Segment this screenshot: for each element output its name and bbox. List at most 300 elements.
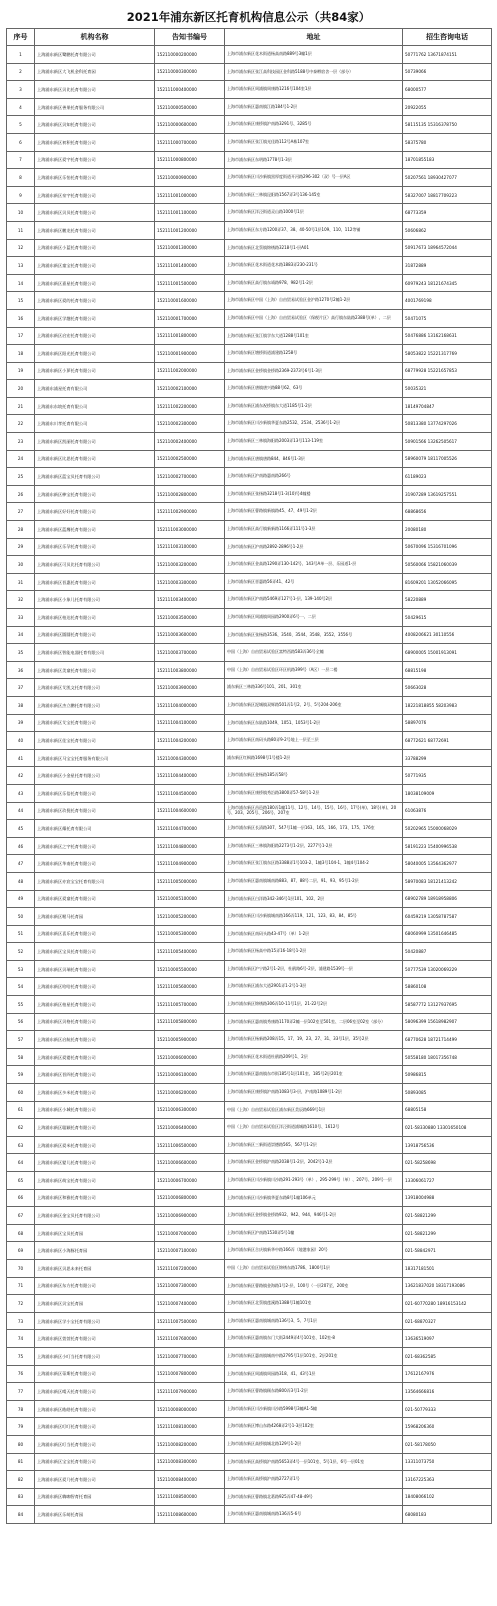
cell-name: 上海浦东东坡托育有限公司 bbox=[35, 397, 155, 415]
cell-name: 上海浦东新区棒宝托育有限公司 bbox=[35, 485, 155, 503]
cell-code: 152110007000000 bbox=[155, 1224, 225, 1242]
cell-index: 79 bbox=[7, 1418, 35, 1436]
table-row bbox=[7, 556, 492, 574]
cell-address: 上海市浦东新区惠南镇东门大街2449弄4号101室、102室-8 bbox=[225, 1330, 403, 1348]
cell-phone: 50739066 bbox=[403, 63, 492, 81]
cell-phone: 50663028 bbox=[403, 679, 492, 697]
cell-name: 上海浦东新区晴天托育有限公司 bbox=[35, 1383, 155, 1401]
cell-address: 上海市浦东新区张杨路3536、3540、3544、3548、3552、3556号 bbox=[225, 626, 403, 644]
cell-address: 上海市浦东新区张江镇东区路3388弄1号103-2、1幢3号104-1、1幢4号104-2 bbox=[225, 855, 403, 873]
cell-phone: 50476886 13162168631 bbox=[403, 327, 492, 345]
cell-address: 上海市浦东新区惠南镇东市街185号1层101室、185号2层201室 bbox=[225, 1066, 403, 1084]
cell-index: 38 bbox=[7, 696, 35, 714]
cell-address: 上海市浦东新区杨高中路15弄16-18号1-2层 bbox=[225, 943, 403, 961]
cell-address: 上海市浦东新区曹路镇顾东路800弄3号1-2层 bbox=[225, 1383, 403, 1401]
table-row bbox=[7, 855, 492, 873]
cell-index: 22 bbox=[7, 415, 35, 433]
table-row bbox=[7, 81, 492, 99]
cell-index: 20 bbox=[7, 380, 35, 398]
table-row bbox=[7, 1312, 492, 1330]
cell-address: 上海市浦东新区康桥镇沪南路3291号、3285号 bbox=[225, 116, 403, 134]
cell-name: 上海浦东新区可贝比托育有限公司 bbox=[35, 556, 155, 574]
cell-address: 上海市浦东新区锦绣路306弄10-11号1层、21-22号2层 bbox=[225, 996, 403, 1014]
cell-code: 152110005500000 bbox=[155, 960, 225, 978]
cell-phone: 58053822 15221317769 bbox=[403, 345, 492, 363]
cell-code: 152110006700000 bbox=[155, 1172, 225, 1190]
cell-index: 55 bbox=[7, 996, 35, 1014]
cell-address: 上海市浦东新区三新街道崇德路565、567号1-2层 bbox=[225, 1136, 403, 1154]
cell-code: 152110000900000 bbox=[155, 169, 225, 187]
cell-phone: 81609201 13052066095 bbox=[403, 573, 492, 591]
header-index: 序号 bbox=[7, 29, 35, 46]
cell-address: 上海市浦东新区金桥镇金桥路2369-2373号6号1-3层 bbox=[225, 362, 403, 380]
table-row bbox=[7, 978, 492, 996]
cell-code: 152111004600000 bbox=[155, 802, 225, 820]
cell-phone: 68000577 bbox=[403, 81, 492, 99]
cell-phone: 50429615 bbox=[403, 609, 492, 627]
cell-code: 152110006100000 bbox=[155, 1066, 225, 1084]
cell-phone: 68773359 bbox=[403, 204, 492, 222]
cell-address: 中国（上海）自由贸易试验区富特西路583弄36号全幢 bbox=[225, 644, 403, 662]
cell-phone: 68779928 15221657853 bbox=[403, 362, 492, 380]
cell-phone: 68770628 18721714499 bbox=[403, 1031, 492, 1049]
cell-index: 84 bbox=[7, 1506, 35, 1524]
cell-name: 上海浦东新区小蓝托育有限公司 bbox=[35, 239, 155, 257]
cell-address: 上海市浦东新区花木街道花木路1883弄230-231号 bbox=[225, 257, 403, 275]
cell-index: 65 bbox=[7, 1172, 35, 1190]
cell-address: 上海市浦东新区惠南镇江路184号1-2层 bbox=[225, 98, 403, 116]
cell-code: 152110001900000 bbox=[155, 345, 225, 363]
cell-index: 28 bbox=[7, 521, 35, 539]
cell-name: 上海浦东新区佳宝托育有限公司 bbox=[35, 732, 155, 750]
cell-index: 72 bbox=[7, 1295, 35, 1313]
cell-phone: 58220889 bbox=[403, 591, 492, 609]
cell-name: 上海浦东新区晋惠托育有限公司 bbox=[35, 573, 155, 591]
cell-name: 上海浦东新区爱米托育有限公司 bbox=[35, 1136, 155, 1154]
cell-code: 152111003000000 bbox=[155, 521, 225, 539]
cell-index: 53 bbox=[7, 960, 35, 978]
cell-name: 上海浦东新区小叮当托育有限公司 bbox=[35, 1347, 155, 1365]
cell-address: 上海市浦东新区三林镇昆阳路1567弄3号136-145室 bbox=[225, 186, 403, 204]
cell-index: 67 bbox=[7, 1207, 35, 1225]
cell-address: 上海市浦东新区杨新路208弄15、17、19、23、27、31、33号1层、35号2层 bbox=[225, 1031, 403, 1049]
cell-name: 上海浦东新区喜乐托育有限公司 bbox=[35, 925, 155, 943]
table-row bbox=[7, 714, 492, 732]
table-row bbox=[7, 573, 492, 591]
table-row bbox=[7, 1172, 492, 1190]
cell-name: 上海浦东新区蓝宝贝托育有限公司 bbox=[35, 468, 155, 486]
cell-code: 152110000200000 bbox=[155, 46, 225, 64]
cell-name: 上海浦东新区萌宝托育有限公司 bbox=[35, 1172, 155, 1190]
cell-address: 上海市浦东新区川沙新镇华夏东路2532、2534、2536号1-2层 bbox=[225, 415, 403, 433]
cell-phone: 50901566 13262505617 bbox=[403, 433, 492, 451]
table-row bbox=[7, 925, 492, 943]
cell-name: 上海浦东新区凯丽托育有限公司 bbox=[35, 433, 155, 451]
cell-address: 上海市浦东新区金桥镇沪南路2038号1-2层、2042号1-2层 bbox=[225, 1154, 403, 1172]
cell-code: 152111007200000 bbox=[155, 1259, 225, 1277]
table-row bbox=[7, 837, 492, 855]
cell-phone: 13306061727 bbox=[403, 1172, 492, 1190]
cell-phone: 31907289 13619257551 bbox=[403, 485, 492, 503]
cell-code: 152111001100000 bbox=[155, 204, 225, 222]
cell-address: 上海市浦东新区惠南镇秀康路1170弄2幢一层102室至501室、二层06室至02室（部分） bbox=[225, 1013, 403, 1031]
cell-address: 上海市浦东新区东明路1778号1-3层 bbox=[225, 151, 403, 169]
cell-address: 上海市浦东新区三林镇海阳路2003弄13号113-119室 bbox=[225, 433, 403, 451]
cell-index: 41 bbox=[7, 749, 35, 767]
cell-code: 152111004700000 bbox=[155, 820, 225, 838]
cell-index: 23 bbox=[7, 433, 35, 451]
table-row bbox=[7, 345, 492, 363]
cell-phone: 50771935 bbox=[403, 767, 492, 785]
table-row bbox=[7, 1277, 492, 1295]
cell-code: 152111007900000 bbox=[155, 1383, 225, 1401]
cell-address: 上海市浦东新区泥城镇双辉路501弄1号2、2号、5号204-206室 bbox=[225, 696, 403, 714]
cell-phone: 68902789 18918958806 bbox=[403, 890, 492, 908]
table-row bbox=[7, 767, 492, 785]
cell-phone: 58040005 13564362977 bbox=[403, 855, 492, 873]
cell-code: 152111005700000 bbox=[155, 996, 225, 1014]
cell-code: 152111008100000 bbox=[155, 1418, 225, 1436]
cell-code: 152111004400000 bbox=[155, 767, 225, 785]
table-row bbox=[7, 309, 492, 327]
table-row bbox=[7, 503, 492, 521]
cell-phone: 13918756536 bbox=[403, 1136, 492, 1154]
cell-phone: 021-58258698 bbox=[403, 1154, 492, 1172]
cell-phone: 4008206621 30110556 bbox=[403, 626, 492, 644]
cell-code: 152110005900000 bbox=[155, 1031, 225, 1049]
cell-code: 152110008300000 bbox=[155, 1453, 225, 1471]
cell-name: 上海浦东新区萱萱托育有限公司 bbox=[35, 1330, 155, 1348]
cell-index: 56 bbox=[7, 1013, 35, 1031]
cell-address: 上海市浦东新区川沙新镇城南路166弄119、121、123、83、84、85号 bbox=[225, 908, 403, 926]
table-row bbox=[7, 908, 492, 926]
cell-code: 152111006500000 bbox=[155, 1136, 225, 1154]
cell-name: 上海浦东新区大飞机金科托育园 bbox=[35, 63, 155, 81]
cell-name: 上海浦东新区圆圆托育有限公司 bbox=[35, 626, 155, 644]
cell-name: 上海浦东新区多米托育有限公司 bbox=[35, 1084, 155, 1102]
table-row bbox=[7, 1031, 492, 1049]
cell-index: 46 bbox=[7, 837, 35, 855]
cell-index: 3 bbox=[7, 81, 35, 99]
cell-code: 152111004000000 bbox=[155, 696, 225, 714]
cell-address: 上海市浦东新区花木街道杜鹃路209号1、2层 bbox=[225, 1048, 403, 1066]
cell-index: 6 bbox=[7, 133, 35, 151]
table-row bbox=[7, 960, 492, 978]
cell-index: 34 bbox=[7, 626, 35, 644]
cell-name: 上海浦东新区叮叮托育有限公司 bbox=[35, 1418, 155, 1436]
cell-index: 59 bbox=[7, 1066, 35, 1084]
cell-name: 上海浦东新区金宝贝托育有限公司 bbox=[35, 1207, 155, 1225]
cell-address: 上海市浦东新区惠南镇城南中路2795号1层101室、2层201室 bbox=[225, 1347, 403, 1365]
cell-address: 上海市浦东新区沪宁路2号1-2层，杜鹃路6号-2层，浦建路1539号一层 bbox=[225, 960, 403, 978]
cell-phone: 58115135 15316378750 bbox=[403, 116, 492, 134]
cell-address: 浦东新区红枫路1698号1号楼1-2层 bbox=[225, 749, 403, 767]
cell-name: 上海浦东新区鹏龙托育有限公司 bbox=[35, 221, 155, 239]
cell-code: 152110008200000 bbox=[155, 1435, 225, 1453]
cell-index: 2 bbox=[7, 63, 35, 81]
table-row bbox=[7, 1365, 492, 1383]
cell-phone: 50420887 bbox=[403, 943, 492, 961]
cell-index: 57 bbox=[7, 1031, 35, 1049]
table-row bbox=[7, 1207, 492, 1225]
cell-address: 中国（上海）自由贸易试验区浦东新区美辰路669号1层 bbox=[225, 1101, 403, 1119]
cell-phone: 50207561 18930427077 bbox=[403, 169, 492, 187]
cell-name: 上海浦东新区杰立鹏托育有限公司 bbox=[35, 696, 155, 714]
cell-phone: 50771762 13671874151 bbox=[403, 46, 492, 64]
cell-code: 152110003500000 bbox=[155, 609, 225, 627]
cell-name: 上海浦东新区贝瑞托育有限公司 bbox=[35, 960, 155, 978]
table-row bbox=[7, 1330, 492, 1348]
cell-code: 152111008600000 bbox=[155, 1506, 225, 1524]
cell-index: 43 bbox=[7, 784, 35, 802]
cell-index: 31 bbox=[7, 573, 35, 591]
cell-code: 152110003300000 bbox=[155, 573, 225, 591]
cell-name: 上海浦东新区宝贝托育园 bbox=[35, 1224, 155, 1242]
cell-phone: 021-68870327 bbox=[403, 1312, 492, 1330]
cell-index: 35 bbox=[7, 644, 35, 662]
table-row bbox=[7, 802, 492, 820]
cell-index: 18 bbox=[7, 345, 35, 363]
table-row bbox=[7, 63, 492, 81]
cell-phone: 58191223 15400996538 bbox=[403, 837, 492, 855]
cell-code: 152110002700000 bbox=[155, 468, 225, 486]
table-row bbox=[7, 415, 492, 433]
cell-phone: 50813380 13774297026 bbox=[403, 415, 492, 433]
cell-phone: 4001769198 bbox=[403, 292, 492, 310]
cell-name: 上海浦东新区初积托育有限公司 bbox=[35, 133, 155, 151]
table-row bbox=[7, 1453, 492, 1471]
cell-phone: 18038109009 bbox=[403, 784, 492, 802]
cell-phone: 68815198 bbox=[403, 661, 492, 679]
cell-name: 上海浦东新区爱童托育有限公司 bbox=[35, 890, 155, 908]
cell-name: 上海浦东新区亦宸宝宝托育有限公司 bbox=[35, 872, 155, 890]
cell-phone: 18317181501 bbox=[403, 1259, 492, 1277]
cell-code: 152111005600000 bbox=[155, 978, 225, 996]
cell-address: 上海市浦东新区高行镇新新路1166弄111号1-3层 bbox=[225, 521, 403, 539]
cell-address: 上海市浦东新区合庆镇新华中路166弄（地港家园）20号 bbox=[225, 1242, 403, 1260]
table-body bbox=[7, 46, 492, 1524]
cell-code: 152110001300000 bbox=[155, 239, 225, 257]
cell-address: 上海市浦东新区沪南路5469弄127号1-层、139-140号2层 bbox=[225, 591, 403, 609]
cell-address: 浦东新区三林路336号101、201、301室 bbox=[225, 679, 403, 697]
table-row bbox=[7, 133, 492, 151]
cell-name: 上海浦东新区爱婴托育有限公司 bbox=[35, 1048, 155, 1066]
cell-index: 78 bbox=[7, 1400, 35, 1418]
table-row bbox=[7, 1295, 492, 1313]
cell-code: 152110003700000 bbox=[155, 644, 225, 662]
cell-name: 上海浦东新区哈哈托育有限公司 bbox=[35, 978, 155, 996]
cell-code: 152110006400000 bbox=[155, 1119, 225, 1137]
cell-code: 152111001000000 bbox=[155, 186, 225, 204]
cell-index: 4 bbox=[7, 98, 35, 116]
cell-phone: 58327007 18817709223 bbox=[403, 186, 492, 204]
cell-index: 66 bbox=[7, 1189, 35, 1207]
cell-code: 152110007800000 bbox=[155, 1365, 225, 1383]
cell-index: 48 bbox=[7, 872, 35, 890]
cell-code: 152110002500000 bbox=[155, 450, 225, 468]
table-row bbox=[7, 380, 492, 398]
cell-address: 上海市浦东新区北蔡镇锦绣路3218号1-层A01 bbox=[225, 239, 403, 257]
cell-name: 上海浦东新区小象儿托育有限公司 bbox=[35, 591, 155, 609]
table-row bbox=[7, 749, 492, 767]
cell-phone: 021-58330880 13301650108 bbox=[403, 1119, 492, 1137]
cell-phone: 021-58821299 bbox=[403, 1224, 492, 1242]
cell-name: 上海浦东新区爱乃托育有限公司 bbox=[35, 1471, 155, 1489]
cell-address: 上海市浦东新区周浦镇周康路1216号104室1层 bbox=[225, 81, 403, 99]
cell-name: 上海浦东川孝托育有限公司 bbox=[35, 415, 155, 433]
cell-address: 上海市浦东新区沪南路惠南路266号 bbox=[225, 468, 403, 486]
table-row bbox=[7, 433, 492, 451]
cell-index: 39 bbox=[7, 714, 35, 732]
cell-index: 73 bbox=[7, 1312, 35, 1330]
cell-index: 16 bbox=[7, 309, 35, 327]
table-row bbox=[7, 820, 492, 838]
cell-code: 152111000800000 bbox=[155, 151, 225, 169]
table-row bbox=[7, 732, 492, 750]
table-row bbox=[7, 696, 492, 714]
cell-name: 上海浦东新区晋四托育有限公司 bbox=[35, 1066, 155, 1084]
cell-code: 152111004200000 bbox=[155, 732, 225, 750]
cell-address: 上海市浦东新区浦东祝桥镇东大道1185号1-2层 bbox=[225, 397, 403, 415]
cell-address: 上海市浦东新区浦东大道2901弄1-2号1-3层 bbox=[225, 978, 403, 996]
cell-address: 上海市浦东新区康桥镇秀沿路3800弄57-58号1-2层 bbox=[225, 784, 403, 802]
cell-name: 上海浦东新区鹭鹏托育有限公司 bbox=[35, 46, 155, 64]
table-row bbox=[7, 591, 492, 609]
table-row bbox=[7, 1154, 492, 1172]
cell-address: 上海市浦东新区周浦镇周园路318、41、43号1层 bbox=[225, 1365, 403, 1383]
cell-name: 上海浦东新区东方托育有限公司 bbox=[35, 1277, 155, 1295]
cell-name: 上海浦东新区乐怡托育有限公司 bbox=[35, 169, 155, 187]
cell-phone: 18221818855 58203983 bbox=[403, 696, 492, 714]
cell-address: 上海市浦东新区南码头路80弄9-2号地上一层至三层 bbox=[225, 732, 403, 750]
cell-phone: 58587772 13127937695 bbox=[403, 996, 492, 1014]
cell-name: 上海浦东新区蓝鹰托育有限公司 bbox=[35, 521, 155, 539]
cell-index: 42 bbox=[7, 767, 35, 785]
cell-address: 上海市浦东新区塘桥街道浦建路1258号 bbox=[225, 345, 403, 363]
cell-name: 上海浦东新区泉宇托育有限公司 bbox=[35, 186, 155, 204]
table-row bbox=[7, 609, 492, 627]
table-row bbox=[7, 186, 492, 204]
table-row bbox=[7, 1136, 492, 1154]
cell-index: 80 bbox=[7, 1435, 35, 1453]
cell-name: 上海浦东新区学小宝托育有限公司 bbox=[35, 1312, 155, 1330]
cell-address: 上海市浦东新区北蔡镇莲溪路1388号1幢101室 bbox=[225, 1295, 403, 1313]
cell-address: 上海市浦东新区曹路镇北葛路925弄47-48-49号 bbox=[225, 1488, 403, 1506]
cell-code: 152110005200000 bbox=[155, 908, 225, 926]
cell-code: 152110006200000 bbox=[155, 1084, 225, 1102]
cell-index: 29 bbox=[7, 538, 35, 556]
cell-name: 上海浦东新区嗨咖智育托育园 bbox=[35, 1488, 155, 1506]
cell-index: 8 bbox=[7, 169, 35, 187]
cell-code: 152110000500000 bbox=[155, 98, 225, 116]
cell-index: 76 bbox=[7, 1365, 35, 1383]
cell-code: 152111004800000 bbox=[155, 837, 225, 855]
cell-phone: 61063876 bbox=[403, 802, 492, 820]
cell-index: 64 bbox=[7, 1154, 35, 1172]
cell-name: 上海浦东新区小城托育有限公司 bbox=[35, 1101, 155, 1119]
cell-code: 152111001200000 bbox=[155, 221, 225, 239]
cell-index: 27 bbox=[7, 503, 35, 521]
cell-index: 63 bbox=[7, 1136, 35, 1154]
cell-address: 上海市浦东新区惠南镇城南路883、87、88号二层、91、93、95号1-2层 bbox=[225, 872, 403, 890]
table-row bbox=[7, 485, 492, 503]
cell-name: 上海浦东新区小海豚托育园 bbox=[35, 1242, 155, 1260]
cell-phone: 61189023 bbox=[403, 468, 492, 486]
cell-address: 上海市浦东新区张江镇光佳路112号A栋107室 bbox=[225, 133, 403, 151]
cell-code: 152111002200000 bbox=[155, 397, 225, 415]
cell-name: 上海浦东新区艾宝托育有限公司 bbox=[35, 714, 155, 732]
cell-index: 26 bbox=[7, 485, 35, 503]
cell-name: 上海浦东新区聪颖托育有限公司 bbox=[35, 1119, 155, 1137]
cell-name: 上海浦东新区乐萌托育园 bbox=[35, 1506, 155, 1524]
cell-name: 上海浦东新区阳光托育有限公司 bbox=[35, 345, 155, 363]
cell-index: 61 bbox=[7, 1101, 35, 1119]
table-row bbox=[7, 1471, 492, 1489]
table-row bbox=[7, 1435, 492, 1453]
cell-address: 上海市浦东新区曹路镇新镇路45、47、49号1-2层 bbox=[225, 503, 403, 521]
cell-phone: 13636519097 bbox=[403, 1330, 492, 1348]
cell-index: 81 bbox=[7, 1453, 35, 1471]
cell-phone: 68080183 bbox=[403, 1506, 492, 1524]
cell-code: 152111003400000 bbox=[155, 591, 225, 609]
cell-phone: 13564666816 bbox=[403, 1383, 492, 1401]
cell-name: 上海浦东新区好好托育有限公司 bbox=[35, 503, 155, 521]
cell-code: 152110002100000 bbox=[155, 380, 225, 398]
cell-code: 152110007400000 bbox=[155, 1295, 225, 1313]
cell-code: 152111007600000 bbox=[155, 1330, 225, 1348]
cell-index: 75 bbox=[7, 1347, 35, 1365]
cell-index: 17 bbox=[7, 327, 35, 345]
cell-code: 152111000400000 bbox=[155, 81, 225, 99]
institution-table bbox=[6, 28, 492, 1524]
table-header-row bbox=[7, 29, 492, 46]
table-row bbox=[7, 1506, 492, 1524]
cell-index: 21 bbox=[7, 397, 35, 415]
table-row bbox=[7, 468, 492, 486]
cell-phone: 20922055 bbox=[403, 98, 492, 116]
cell-index: 19 bbox=[7, 362, 35, 380]
cell-address: 上海市浦东新区昌邑路180弄1幢11号、12号、14号、15号、16号、17号(单)、18号(单)、20号、203、205号、206号、207室 bbox=[225, 802, 403, 820]
cell-code: 152111005800000 bbox=[155, 1013, 225, 1031]
table-row bbox=[7, 362, 492, 380]
cell-index: 44 bbox=[7, 802, 35, 820]
cell-address: 上海市浦东新区南码头路43-47号（单）1-2层 bbox=[225, 925, 403, 943]
cell-index: 82 bbox=[7, 1471, 35, 1489]
cell-name: 上海浦东新区贝格托育有限公司 bbox=[35, 1013, 155, 1031]
cell-code: 152110006300000 bbox=[155, 1101, 225, 1119]
cell-index: 77 bbox=[7, 1383, 35, 1401]
table-row bbox=[7, 116, 492, 134]
table-row bbox=[7, 1119, 492, 1137]
table-row bbox=[7, 292, 492, 310]
cell-name: 上海浦东新区马宝宝托育服务有限公司 bbox=[35, 749, 155, 767]
cell-phone: 13621837020 18317193086 bbox=[403, 1277, 492, 1295]
cell-phone: 17612167976 bbox=[403, 1365, 492, 1383]
cell-index: 37 bbox=[7, 679, 35, 697]
cell-index: 24 bbox=[7, 450, 35, 468]
cell-index: 71 bbox=[7, 1277, 35, 1295]
table-row bbox=[7, 626, 492, 644]
cell-address: 上海市浦东新区川沙新镇华夏东路8号1幢106单元 bbox=[225, 1189, 403, 1207]
cell-name: 上海浦东新区嘉星托育有限公司 bbox=[35, 274, 155, 292]
cell-phone: 021-50779333 bbox=[403, 1400, 492, 1418]
cell-phone: 20080180 bbox=[403, 521, 492, 539]
cell-name: 上海浦东新区美童托育有限公司 bbox=[35, 661, 155, 679]
header-code: 告知书编号 bbox=[155, 29, 225, 46]
cell-address: 上海市浦东新区高桥镇沪南路2727弄1号 bbox=[225, 1471, 403, 1489]
cell-address: 上海市浦东新区唐镇唐路844、846号1-3层 bbox=[225, 450, 403, 468]
cell-index: 50 bbox=[7, 908, 35, 926]
